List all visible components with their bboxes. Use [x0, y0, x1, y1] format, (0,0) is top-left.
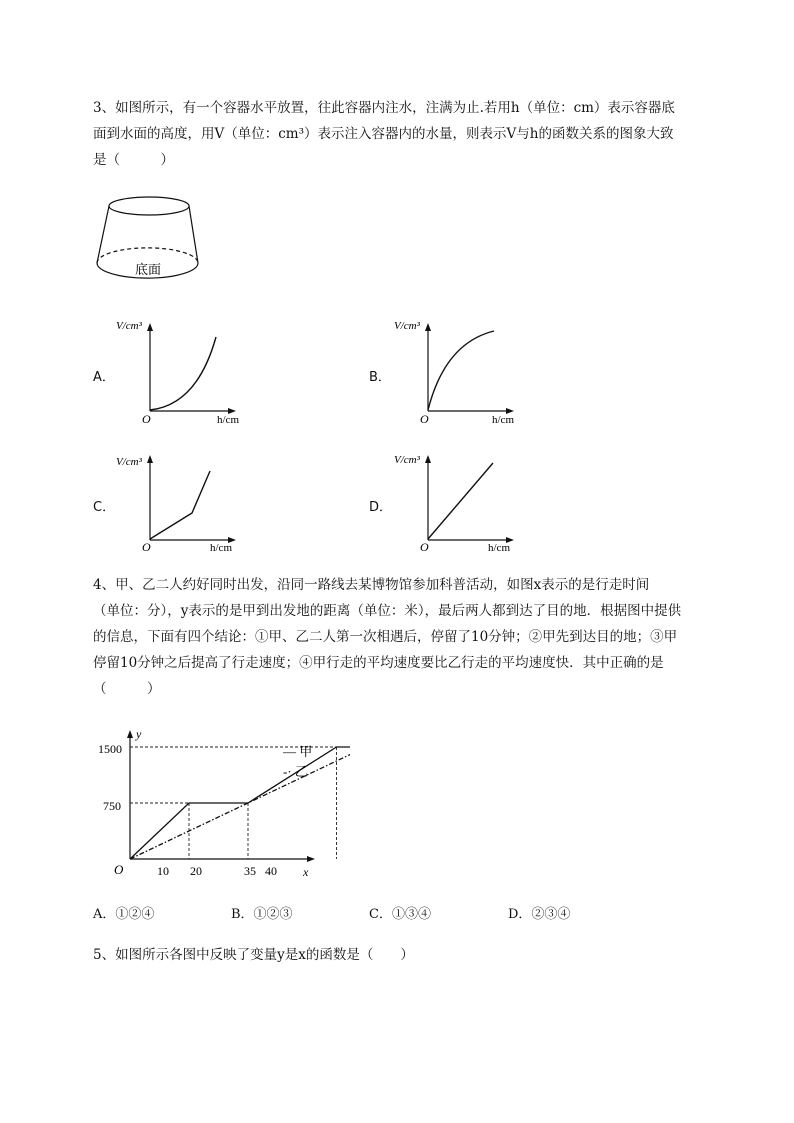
- option-b-label: B．: [369, 370, 391, 385]
- x-axis-label: h/cm: [217, 414, 239, 426]
- question-5: [93, 942, 743, 968]
- x-tick-10: 10: [157, 864, 169, 878]
- graph-c: [112, 447, 252, 559]
- container-bottom-label: 底面: [134, 263, 162, 278]
- q3-line-3: 是（ ）: [93, 152, 174, 168]
- option-c-label: C．: [93, 500, 116, 515]
- origin-label: O: [142, 540, 151, 554]
- chart-origin-label: O: [114, 862, 124, 877]
- y-tick-1500: 1500: [98, 742, 122, 756]
- q4-line-2: （单位：分），y表示的是甲到出发地的距离（单位：米），最后两人都到达了目的地．根据图中提供: [93, 603, 682, 619]
- x-axis-label: h/cm: [210, 542, 232, 554]
- graph-a: [112, 315, 252, 430]
- y-axis-label: V/cm³: [394, 454, 420, 466]
- option-d-label: D．: [369, 500, 393, 515]
- choice-c: C．①③④: [369, 907, 431, 922]
- q4-line-5: （ ）: [93, 681, 161, 697]
- x-tick-20: 20: [190, 864, 202, 878]
- q3-line-2: 面到水面的高度，用V（单位：cm³）表示注入容器内的水量，则表示V与h的函数关系的图象大致: [93, 126, 674, 142]
- container-bottom-back: [97, 248, 198, 263]
- container-top-rim: [109, 197, 189, 215]
- x-tick-35: 35: [244, 864, 256, 878]
- graph-b: [390, 315, 530, 430]
- origin-label: O: [142, 412, 151, 426]
- y-axis-arrow-icon: [127, 730, 133, 738]
- chart-y-label: y: [136, 727, 142, 741]
- choice-b: B．①②③: [231, 907, 293, 922]
- legend-yi: -· 乙: [283, 764, 308, 779]
- choice-a: A．①②④: [93, 907, 155, 922]
- origin-label: O: [420, 540, 429, 554]
- curve-b: [428, 331, 494, 410]
- container-figure: [92, 192, 202, 292]
- chart-x-label: x: [303, 865, 309, 879]
- x-axis-arrow-icon: [307, 856, 315, 862]
- y-axis-arrow-icon: [425, 455, 431, 463]
- q5-line-1: 5、如图所示各图中反映了变量y是x的函数是（ ）: [93, 947, 414, 963]
- option-a-label: A．: [93, 370, 115, 385]
- x-axis-label: h/cm: [492, 414, 514, 426]
- question-4: [93, 572, 743, 702]
- y-axis-arrow-icon: [147, 455, 153, 463]
- x-tick-40: 40: [265, 864, 277, 878]
- q4-line-3: 的信息，下面有四个结论：①甲、乙二人第一次相遇后，停留了10分钟；②甲先到达目的地；③甲: [93, 629, 678, 645]
- y-axis-label: V/cm³: [116, 456, 142, 468]
- legend-jia: — 甲: [283, 744, 313, 759]
- y-axis-arrow-icon: [147, 323, 153, 331]
- y-axis-label: V/cm³: [394, 320, 420, 332]
- curve-a: [150, 337, 216, 410]
- q4-line-4: 停留10分钟之后提高了行走速度；④甲行走的平均速度要比乙行走的平均速度快．其中正确的是: [93, 655, 664, 671]
- curve-c: [150, 471, 210, 539]
- choice-d: D．②③④: [508, 907, 571, 922]
- q3-line-1: 3、如图所示，有一个容器水平放置，往此容器内注水，注满为止.若用h（单位：cm）表示容器底: [93, 100, 675, 116]
- y-axis-label: V/cm³: [116, 320, 142, 332]
- question-3: [93, 95, 743, 173]
- graph-d: [390, 447, 530, 559]
- y-tick-750: 750: [103, 799, 121, 813]
- q4-line-1: 4、甲、乙二人约好同时出发，沿同一路线去某博物馆参加科普活动，如图x表示的是行走时间: [93, 577, 650, 593]
- x-axis-label: h/cm: [488, 542, 510, 554]
- curve-d: [428, 463, 493, 539]
- q4-line-chart: [90, 722, 350, 887]
- y-axis-arrow-icon: [425, 323, 431, 331]
- origin-label: O: [420, 412, 429, 426]
